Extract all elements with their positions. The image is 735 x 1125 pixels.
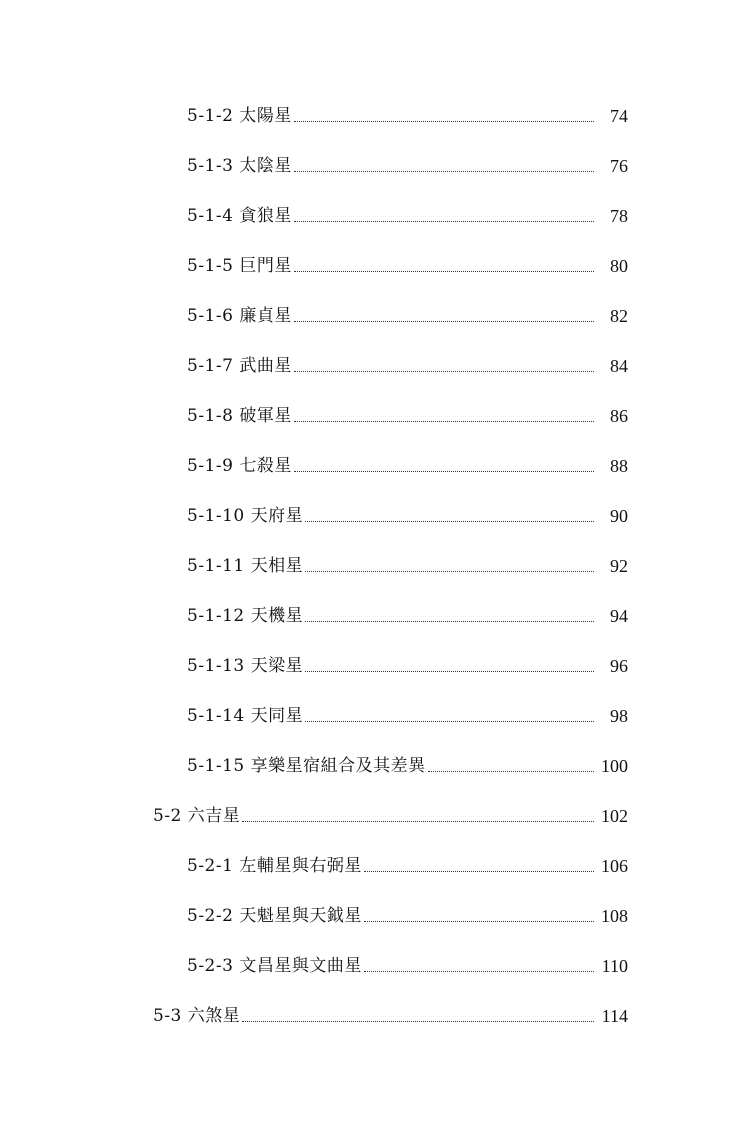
toc-page-number: 74: [610, 106, 628, 126]
toc-entry[interactable]: [187, 147, 628, 177]
dot-leader: [364, 921, 594, 922]
toc-entry[interactable]: [187, 497, 628, 527]
dot-leader: [294, 171, 594, 172]
toc-entry-title: 5-1-10 天府星: [187, 506, 304, 526]
toc-page-number: 110: [601, 956, 628, 976]
dot-leader: [305, 671, 594, 672]
toc-entry[interactable]: [187, 897, 628, 927]
dot-leader: [364, 971, 594, 972]
dot-leader: [305, 521, 594, 522]
dot-leader: [305, 571, 594, 572]
toc-page-number: 114: [601, 1006, 628, 1026]
toc-entry-title: 5-2-2 天魁星與天鉞星: [187, 906, 362, 926]
toc-entry[interactable]: [187, 597, 628, 627]
dot-leader: [364, 871, 594, 872]
toc-entry-title: 5-1-4 貪狼星: [187, 206, 292, 226]
toc-page-number: 102: [601, 806, 628, 826]
toc-page-number: 106: [601, 856, 628, 876]
dot-leader: [305, 721, 594, 722]
dot-leader: [294, 271, 594, 272]
toc-page-number: 94: [610, 606, 628, 626]
toc-entry[interactable]: [187, 547, 628, 577]
toc-entry-title: 5-1-2 太陽星: [187, 106, 292, 126]
toc-entry-title: 5-1-13 天梁星: [187, 656, 304, 676]
toc-entry[interactable]: [187, 697, 628, 727]
dot-leader: [294, 421, 594, 422]
toc-entry-title: 5-1-15 享樂星宿組合及其差異: [187, 756, 426, 776]
toc-entry-title: 5-1-9 七殺星: [187, 456, 292, 476]
toc-section-entry[interactable]: [153, 797, 628, 827]
toc-page-number: 82: [610, 306, 628, 326]
dot-leader: [242, 821, 594, 822]
toc-page-number: 80: [610, 256, 628, 276]
toc-entry-title: 5-2-3 文昌星與文曲星: [187, 956, 362, 976]
toc-entry[interactable]: [187, 947, 628, 977]
toc-entry-title: 5-1-5 巨門星: [187, 256, 292, 276]
toc-entry[interactable]: [187, 347, 628, 377]
dot-leader: [294, 371, 594, 372]
toc-section-entry[interactable]: [153, 997, 628, 1027]
toc-entry[interactable]: [187, 447, 628, 477]
toc-entry[interactable]: [187, 197, 628, 227]
toc-entry-title: 5-2-1 左輔星與右弼星: [187, 856, 362, 876]
toc-page-number: 96: [610, 656, 628, 676]
toc-page-number: 108: [601, 906, 628, 926]
dot-leader: [305, 621, 594, 622]
dot-leader: [294, 321, 594, 322]
toc-entry[interactable]: [187, 97, 628, 127]
toc-entry-title: 5-1-12 天機星: [187, 606, 304, 626]
toc-page-number: 78: [610, 206, 628, 226]
toc-entry[interactable]: [187, 397, 628, 427]
toc-entry[interactable]: [187, 247, 628, 277]
toc-entry-title: 5-2 六吉星: [153, 806, 241, 826]
dot-leader: [242, 1021, 594, 1022]
toc-entry-title: 5-1-7 武曲星: [187, 356, 292, 376]
toc-entry[interactable]: [187, 747, 628, 777]
toc-page-number: 88: [610, 456, 628, 476]
toc-page-number: 100: [601, 756, 628, 776]
toc-page-number: 84: [610, 356, 628, 376]
toc-entry[interactable]: [187, 297, 628, 327]
dot-leader: [428, 771, 594, 772]
dot-leader: [294, 471, 594, 472]
toc-entry-title: 5-3 六煞星: [153, 1006, 241, 1026]
toc-entry-title: 5-1-8 破軍星: [187, 406, 292, 426]
toc-page-number: 86: [610, 406, 628, 426]
dot-leader: [294, 121, 594, 122]
toc-page-number: 90: [610, 506, 628, 526]
toc-entry-title: 5-1-11 天相星: [187, 556, 304, 576]
toc-entry-title: 5-1-14 天同星: [187, 706, 304, 726]
dot-leader: [294, 221, 594, 222]
toc-entry-title: 5-1-3 太陰星: [187, 156, 292, 176]
toc-page-number: 98: [610, 706, 628, 726]
toc-page-number: 92: [610, 556, 628, 576]
toc-entry[interactable]: [187, 647, 628, 677]
toc-entry[interactable]: [187, 847, 628, 877]
toc-page-number: 76: [610, 156, 628, 176]
toc-entry-title: 5-1-6 廉貞星: [187, 306, 292, 326]
